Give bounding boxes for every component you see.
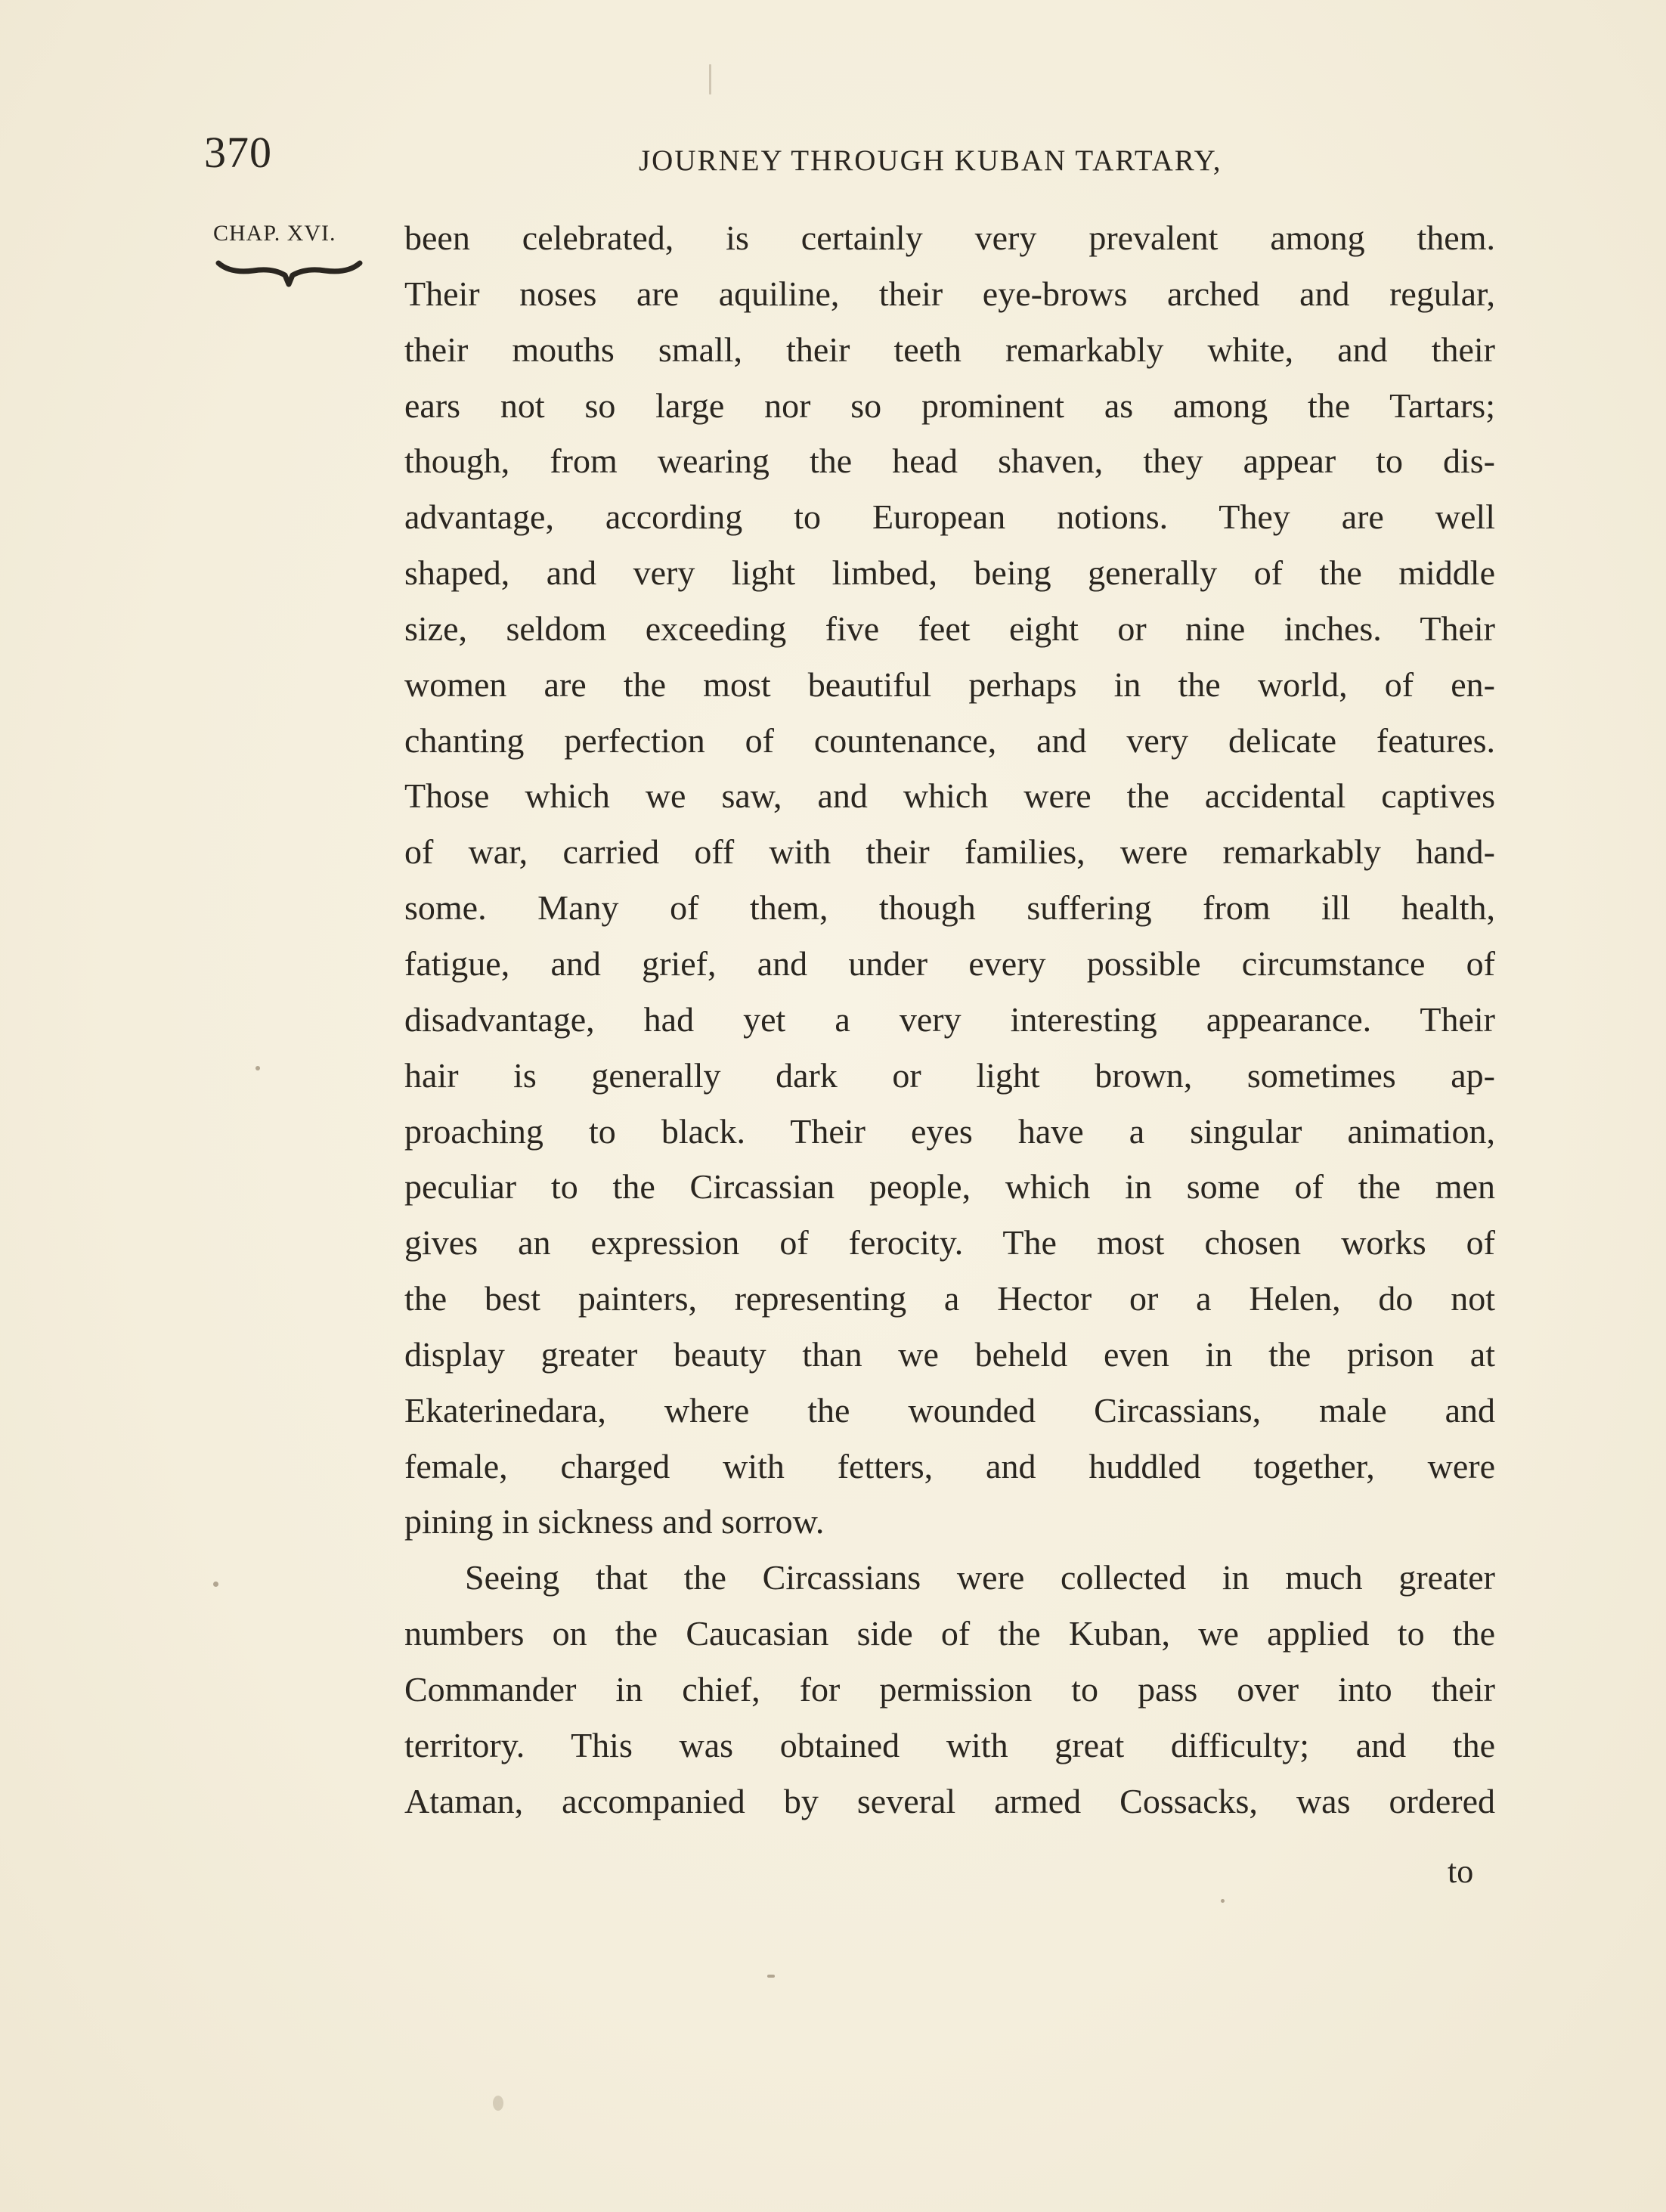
text-line: shaped, and very light limbed, being generally of the middle <box>404 553 1495 593</box>
paper-speck <box>709 64 711 94</box>
brace-ornament-icon <box>215 257 363 287</box>
text-line: Their noses are aquiline, their eye-brows arched and regular, <box>404 274 1495 313</box>
text-line: Commander in chief, for permission to pass over into their <box>404 1669 1495 1709</box>
paper-speck <box>1221 1899 1225 1903</box>
paper-speck <box>493 2096 503 2111</box>
text-line: pining in sickness and sorrow. <box>404 1502 825 1541</box>
text-line: Seeing that the Circassians were collected in much greater <box>465 1558 1495 1597</box>
text-line: women are the most beautiful perhaps in the world, of en- <box>404 665 1495 704</box>
text-line: advantage, according to European notions. They are well <box>404 497 1495 537</box>
text-line: territory. This was obtained with great difficulty; and the <box>404 1725 1495 1764</box>
text-line: display greater beauty than we beheld even in the prison at <box>404 1334 1495 1374</box>
text-line: fatigue, and grief, and under every possible circumstance of <box>404 943 1495 983</box>
text-line: chanting perfection of countenance, and very delicate features. <box>404 720 1495 760</box>
text-line: numbers on the Caucasian side of the Kuban, we applied to the <box>404 1614 1495 1653</box>
body-text <box>404 210 1495 1829</box>
text-line: Those which we saw, and which were the accidental captives <box>404 776 1495 816</box>
paper-speck <box>255 1066 260 1070</box>
catchword: to <box>1448 1853 1474 1890</box>
text-line: ears not so large nor so prominent as among the Tartars; <box>404 386 1495 425</box>
text-line: of war, carried off with their families, were remarkably hand- <box>404 832 1495 872</box>
page-number: 370 <box>204 128 272 177</box>
text-line: Ekaterinedara, where the wounded Circassians, male and <box>404 1390 1495 1430</box>
text-line: their mouths small, their teeth remarkably white, and their <box>404 330 1495 369</box>
text-line: Ataman, accompanied by several armed Cossacks, was ordered <box>404 1781 1495 1820</box>
text-line: gives an expression of ferocity. The most chosen works of <box>404 1223 1495 1262</box>
text-line: female, charged with fetters, and huddled together, were <box>404 1446 1495 1486</box>
text-line: been celebrated, is certainly very prevalent among them. <box>404 218 1495 257</box>
text-line: the best painters, representing a Hector or a Helen, do not <box>404 1279 1495 1318</box>
text-line: disadvantage, had yet a very interesting appearance. Their <box>404 999 1495 1039</box>
paper-speck <box>213 1582 218 1587</box>
paper-speck <box>767 1975 775 1978</box>
text-line: proaching to black. Their eyes have a singular animation, <box>404 1111 1495 1151</box>
text-line: peculiar to the Circassian people, which in some of the men <box>404 1167 1495 1207</box>
running-head: JOURNEY THROUGH KUBAN TARTARY, <box>639 144 1222 177</box>
chapter-label: CHAP. XVI. <box>213 221 336 246</box>
text-line: though, from wearing the head shaven, they appear to dis- <box>404 441 1495 481</box>
text-line: some. Many of them, though suffering from ill health, <box>404 888 1495 928</box>
text-line: size, seldom exceeding five feet eight or nine inches. Their <box>404 609 1495 648</box>
text-line: hair is generally dark or light brown, sometimes ap- <box>404 1055 1495 1095</box>
